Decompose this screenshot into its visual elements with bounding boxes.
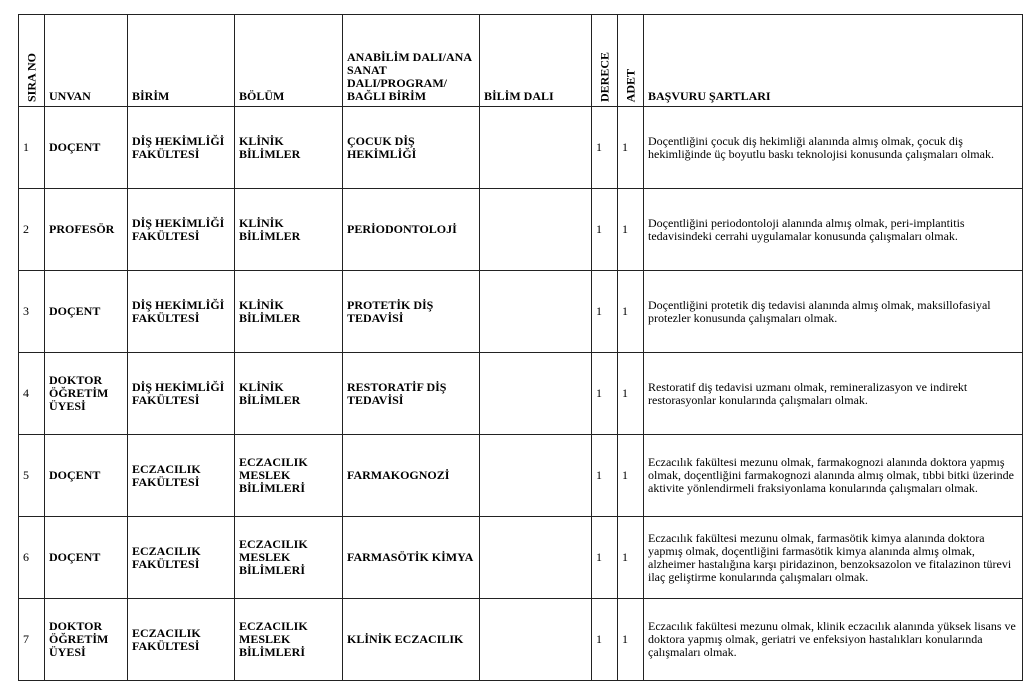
cell-unvan: DOKTOR ÖĞRETİM ÜYESİ — [45, 353, 128, 435]
header-bolum: BÖLÜM — [235, 15, 343, 107]
cell-derece: 1 — [592, 353, 618, 435]
cell-birim: DİŞ HEKİMLİĞİ FAKÜLTESİ — [128, 189, 235, 271]
cell-unvan: DOÇENT — [45, 435, 128, 517]
header-basvuru: BAŞVURU ŞARTLARI — [644, 15, 1023, 107]
cell-bolum: KLİNİK BİLİMLER — [235, 107, 343, 189]
table-row — [19, 107, 1023, 189]
cell-basvuru: Eczacılık fakültesi mezunu olmak, farmasötik kimya alanında doktora yapmış olmak, doçentliğini farmasötik kimya alanında almış olmak, alzheimer hastalığına karşı piridazinon, benzoksazolon ve fitalazinon türevi ilaç geliştirme konularında çalışmaları olmak. — [644, 517, 1023, 599]
table-row — [19, 435, 1023, 517]
cell-adet: 1 — [618, 189, 644, 271]
table-row — [19, 599, 1023, 681]
cell-bilim-dali — [480, 189, 592, 271]
cell-bilim-dali — [480, 107, 592, 189]
cell-adet: 1 — [618, 271, 644, 353]
cell-no: 1 — [19, 107, 45, 189]
cell-derece: 1 — [592, 271, 618, 353]
table-row — [19, 189, 1023, 271]
cell-bolum: ECZACILIK MESLEK BİLİMLERİ — [235, 599, 343, 681]
table-row — [19, 271, 1023, 353]
cell-anabilim: RESTORATİF DİŞ TEDAVİSİ — [343, 353, 480, 435]
cell-birim: DİŞ HEKİMLİĞİ FAKÜLTESİ — [128, 353, 235, 435]
cell-no: 6 — [19, 517, 45, 599]
cell-anabilim: PERİODONTOLOJİ — [343, 189, 480, 271]
cell-birim: ECZACILIK FAKÜLTESİ — [128, 517, 235, 599]
position-table — [18, 14, 1023, 681]
cell-bolum: KLİNİK BİLİMLER — [235, 271, 343, 353]
cell-anabilim: FARMASÖTİK KİMYA — [343, 517, 480, 599]
cell-no: 2 — [19, 189, 45, 271]
cell-basvuru: Doçentliğini protetik diş tedavisi alanında almış olmak, maksillofasiyal protezler konusunda çalışmaları olmak. — [644, 271, 1023, 353]
cell-derece: 1 — [592, 189, 618, 271]
header-birim: BİRİM — [128, 15, 235, 107]
cell-bolum: KLİNİK BİLİMLER — [235, 189, 343, 271]
header-adet: ADET — [618, 15, 644, 107]
cell-derece: 1 — [592, 107, 618, 189]
cell-derece: 1 — [592, 599, 618, 681]
cell-no: 4 — [19, 353, 45, 435]
header-bilim-dali: BİLİM DALI — [480, 15, 592, 107]
cell-basvuru: Doçentliğini periodontoloji alanında almış olmak, peri-implantitis tedavisindeki cerrahi uygulamalar konusunda çalışmaları olmak. — [644, 189, 1023, 271]
cell-bilim-dali — [480, 353, 592, 435]
cell-unvan: DOÇENT — [45, 107, 128, 189]
cell-unvan: DOÇENT — [45, 271, 128, 353]
cell-adet: 1 — [618, 517, 644, 599]
cell-birim: DİŞ HEKİMLİĞİ FAKÜLTESİ — [128, 107, 235, 189]
cell-no: 3 — [19, 271, 45, 353]
cell-adet: 1 — [618, 353, 644, 435]
header-derece: DERECE — [592, 15, 618, 107]
header-anabilim: ANABİLİM DALI/ANA SANAT DALI/PROGRAM/ BAĞLI BİRİM — [343, 15, 480, 107]
cell-bilim-dali — [480, 271, 592, 353]
table-row — [19, 517, 1023, 599]
cell-unvan: DOKTOR ÖĞRETİM ÜYESİ — [45, 599, 128, 681]
cell-derece: 1 — [592, 517, 618, 599]
cell-bilim-dali — [480, 517, 592, 599]
cell-basvuru: Eczacılık fakültesi mezunu olmak, farmakognozi alanında doktora yapmış olmak, doçentliğini farmakognozi alanında almış olmak, tıbbi bitki üzerinde aktivite yönlendirmeli fraksiyonlama konularında çalışmaları olmak. — [644, 435, 1023, 517]
cell-no: 5 — [19, 435, 45, 517]
cell-adet: 1 — [618, 107, 644, 189]
cell-bolum: ECZACILIK MESLEK BİLİMLERİ — [235, 517, 343, 599]
cell-unvan: PROFESÖR — [45, 189, 128, 271]
cell-birim: DİŞ HEKİMLİĞİ FAKÜLTESİ — [128, 271, 235, 353]
cell-basvuru: Eczacılık fakültesi mezunu olmak, klinik eczacılık alanında yüksek lisans ve doktora yapmış olmak, geriatri ve enfeksiyon hastalıkları konularında çalışmaları olmak. — [644, 599, 1023, 681]
cell-adet: 1 — [618, 435, 644, 517]
cell-derece: 1 — [592, 435, 618, 517]
header-unvan: UNVAN — [45, 15, 128, 107]
cell-birim: ECZACILIK FAKÜLTESİ — [128, 435, 235, 517]
header-row — [19, 15, 1023, 107]
cell-bilim-dali — [480, 435, 592, 517]
cell-anabilim: FARMAKOGNOZİ — [343, 435, 480, 517]
cell-unvan: DOÇENT — [45, 517, 128, 599]
cell-basvuru: Doçentliğini çocuk diş hekimliği alanında almış olmak, çocuk diş hekimliğinde üç boyutlu baskı teknolojisi konusunda çalışmaları olmak. — [644, 107, 1023, 189]
table-row — [19, 353, 1023, 435]
cell-anabilim: ÇOCUK DİŞ HEKİMLİĞİ — [343, 107, 480, 189]
cell-no: 7 — [19, 599, 45, 681]
header-sira-no: SIRA NO — [19, 15, 45, 107]
cell-anabilim: KLİNİK ECZACILIK — [343, 599, 480, 681]
cell-birim: ECZACILIK FAKÜLTESİ — [128, 599, 235, 681]
cell-bilim-dali — [480, 599, 592, 681]
cell-basvuru: Restoratif diş tedavisi uzmanı olmak, remineralizasyon ve indirekt restorasyonlar konularında çalışmaları olmak. — [644, 353, 1023, 435]
cell-adet: 1 — [618, 599, 644, 681]
cell-anabilim: PROTETİK DİŞ TEDAVİSİ — [343, 271, 480, 353]
cell-bolum: ECZACILIK MESLEK BİLİMLERİ — [235, 435, 343, 517]
cell-bolum: KLİNİK BİLİMLER — [235, 353, 343, 435]
